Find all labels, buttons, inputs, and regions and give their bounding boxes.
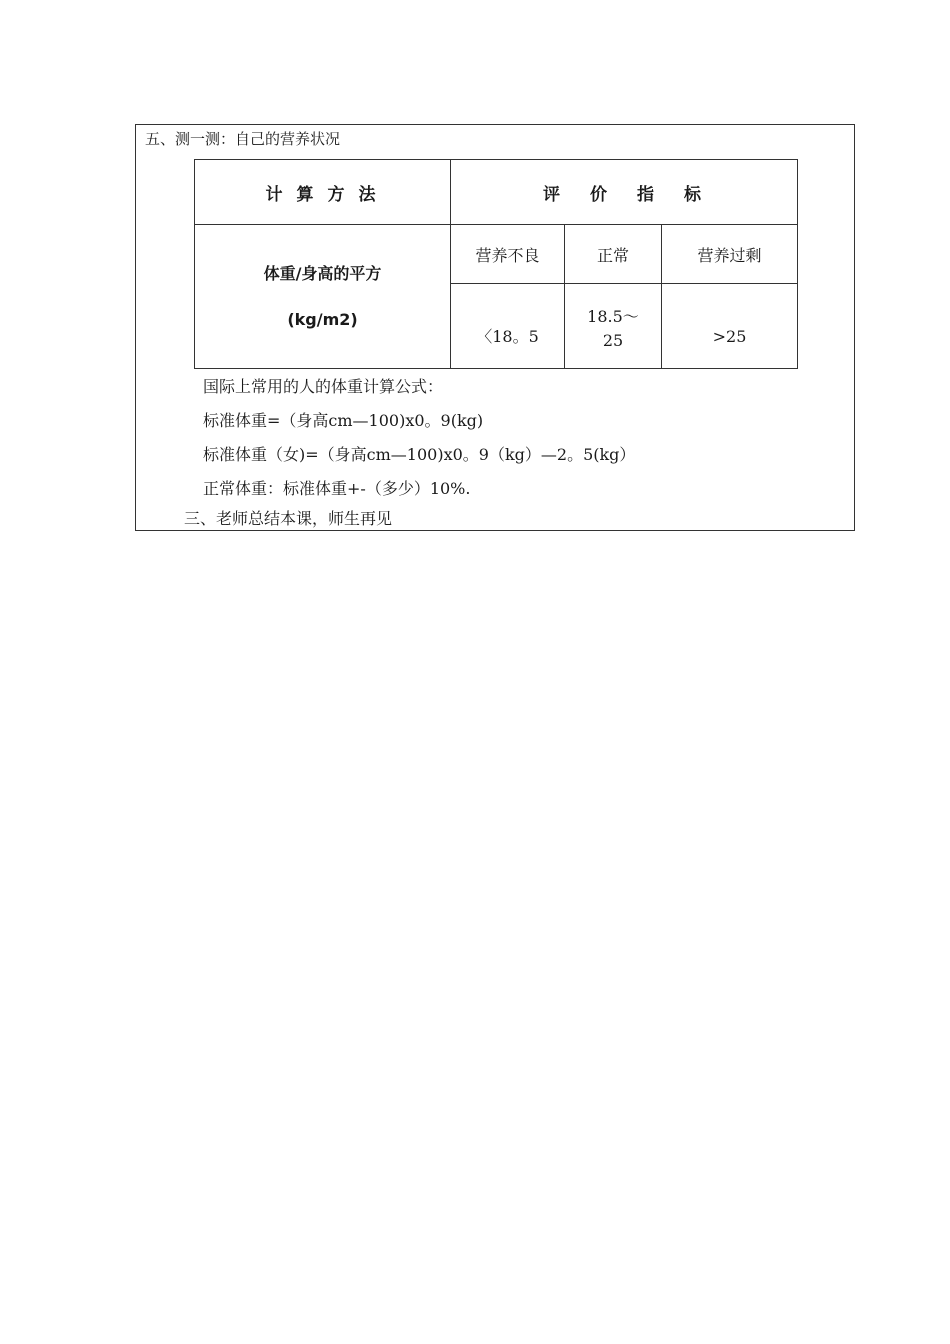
header-evaluation: 评价指标 bbox=[451, 160, 798, 225]
value-normal bbox=[565, 284, 662, 369]
category-normal: 正常 bbox=[565, 225, 662, 284]
formula-standard-weight-female: 标准体重（女)=（身高cm—100)x0。9（kg）—2。5(kg） bbox=[203, 445, 636, 464]
formula-list bbox=[203, 370, 635, 506]
value-overnourished: >25 bbox=[662, 284, 798, 369]
formula-intro: 国际上常用的人的体重计算公式： bbox=[203, 377, 444, 396]
value-normal-text: 18.5～25 bbox=[587, 307, 639, 350]
section-heading: 五、测一测：自己的营养状况 bbox=[145, 130, 341, 148]
method-unit: (kg/m2) bbox=[287, 309, 358, 329]
method-formula: 体重/身高的平方 bbox=[263, 263, 382, 283]
header-method: 计算方法 bbox=[195, 160, 451, 225]
bmi-table bbox=[194, 159, 798, 369]
value-undernourished: 〈18。5 bbox=[451, 284, 565, 369]
formula-standard-weight: 标准体重=（身高cm—100)x0。9(kg) bbox=[203, 411, 484, 430]
category-undernourished: 营养不良 bbox=[451, 225, 565, 284]
method-cell bbox=[195, 225, 451, 369]
category-overnourished: 营养过剩 bbox=[662, 225, 798, 284]
closing-line: 三、老师总结本课，师生再见 bbox=[184, 509, 393, 528]
formula-normal-weight: 正常体重：标准体重+-（多少）10%. bbox=[203, 479, 471, 498]
